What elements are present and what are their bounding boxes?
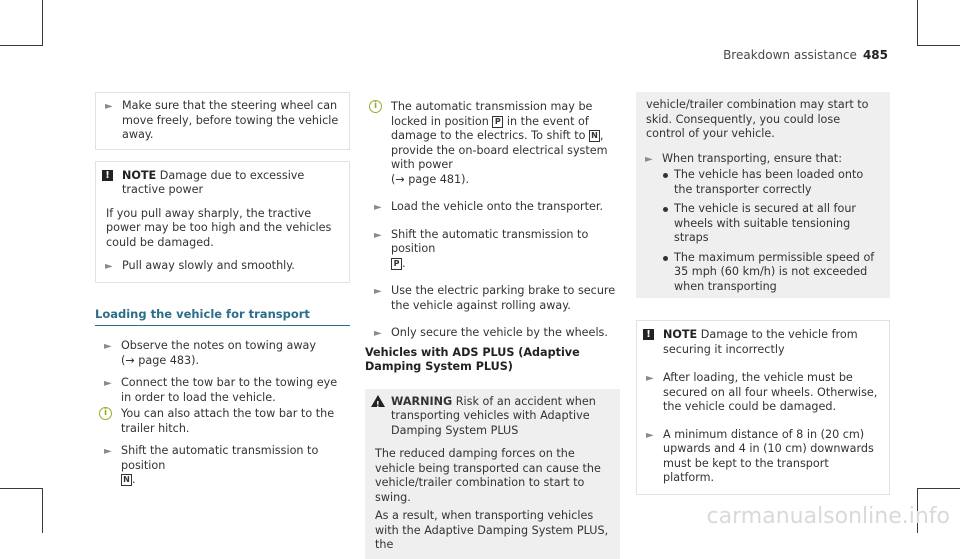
crop-mark [917, 45, 960, 46]
step-when [636, 152, 882, 167]
list-item: The maximum permissible speed of 35 mph (60 km/h) is not exceeded when transporting [674, 251, 882, 295]
crop-mark [917, 0, 918, 45]
info-locked [365, 100, 620, 187]
crop-mark [42, 488, 43, 533]
note-title: NOTE [122, 168, 157, 182]
info-text: in the event of damage to the electrics. To shift to [391, 114, 589, 142]
warning-icon: ! [371, 395, 385, 407]
step-text-end: . [402, 256, 406, 270]
step-text: Load the vehicle onto the transporter. [391, 200, 604, 213]
note-body: If you pull away sharply, the tractive power may be too high and the vehicles could be damaged. [106, 206, 332, 249]
section-title: Loading the vehicle for transport [95, 307, 350, 327]
warning-body-2: As a result, when transporting vehicles with the Adaptive Damping System PLUS, the [375, 509, 609, 551]
info-attach [95, 407, 350, 436]
note-title-text: Damage to the vehicle from securing it incorrectly [663, 328, 858, 356]
step-text: Pull away slowly and smoothly. [122, 259, 295, 272]
step-pull [96, 259, 341, 274]
exclamation-icon: ! [643, 329, 654, 340]
sub-heading: Vehicles with ADS PLUS (Adaptive Damping System PLUS) [365, 345, 580, 373]
warning-box [365, 389, 620, 559]
arrow-icon: ► [645, 153, 653, 165]
note-title: NOTE [663, 328, 698, 341]
note-header [96, 169, 341, 198]
note-box [95, 161, 350, 283]
step-shift-n [95, 444, 350, 488]
make-sure-box [95, 92, 350, 150]
column-2 [365, 100, 620, 559]
arrow-icon: ► [104, 341, 112, 352]
info-text: , provide the on-board electrical system with power [391, 129, 608, 171]
crop-mark [917, 488, 960, 489]
arrow-icon: ► [374, 286, 382, 297]
watermark: carmanualsonline.info [706, 504, 950, 529]
bullet-list [636, 168, 882, 294]
info-text: The automatic transmission may be locked in position [391, 100, 593, 128]
step-text: Shift the automatic transmission to position [121, 444, 319, 472]
step-text: After loading, the vehicle must be secured on all four wheels. Otherwise, the vehicle could be damaged. [663, 371, 878, 413]
step-brake [365, 284, 620, 313]
gear-n-icon: N [121, 474, 132, 486]
step-shift-p [365, 228, 620, 272]
step-make-sure [96, 99, 341, 143]
exclamation-icon: ! [102, 170, 113, 181]
column-3 [636, 92, 890, 495]
warning-header [365, 395, 612, 439]
warning-cont: vehicle/trailer combination may start to skid. Consequently, you could lose control of your vehicle. [646, 98, 869, 140]
step-secure [365, 326, 620, 341]
step-text: Shift the automatic transmission to position [391, 227, 589, 255]
arrow-icon: ► [104, 378, 112, 389]
list-item: The vehicle has been loaded onto the transporter correctly [674, 168, 882, 197]
arrow-icon: ► [374, 229, 382, 241]
step-observe [95, 339, 350, 368]
gear-n-icon: N [589, 130, 600, 142]
warning-title: WARNING [391, 394, 453, 408]
info-icon: i [369, 100, 382, 113]
step-distance [637, 428, 881, 486]
arrow-icon: ► [104, 446, 112, 457]
note-box-2 [636, 320, 890, 495]
arrow-icon: ► [646, 429, 654, 441]
arrow-icon: ► [105, 261, 113, 272]
step-text: Observe the notes on towing away [121, 339, 316, 352]
list-item: The vehicle is secured at all four wheels with suitable tensioning straps [674, 202, 882, 246]
page-link[interactable]: (→ page 481). [391, 172, 470, 186]
warning-title-text: Risk of an accident when transporting vehicles with Adaptive Damping System PLUS [391, 394, 596, 437]
note-title-text: Damage due to excessive tractive power [122, 168, 305, 196]
crop-mark [0, 488, 43, 489]
page-header [723, 48, 888, 62]
step-text: Only secure the vehicle by the wheels. [391, 326, 608, 339]
page-number: 485 [862, 48, 888, 62]
crop-mark [0, 45, 43, 46]
gear-p-icon: P [391, 258, 402, 270]
step-text: When transporting, ensure that: [662, 151, 842, 165]
step-text: Use the electric parking brake to secure the vehicle against rolling away. [391, 284, 616, 312]
page-link[interactable]: (→ page 483). [121, 353, 200, 367]
step-connect [95, 376, 350, 405]
info-text: You can also attach the tow bar to the trailer hitch. [121, 407, 335, 435]
arrow-icon: ► [374, 202, 382, 213]
column-1 [95, 92, 350, 488]
warning-box-cont [636, 92, 890, 298]
header-section: Breakdown assistance [723, 48, 857, 62]
arrow-icon: ► [374, 328, 382, 339]
step-text-end: . [132, 473, 136, 486]
note-header [637, 328, 881, 357]
step-text: Connect the tow bar to the towing eye in order to load the vehicle. [121, 376, 338, 404]
warning-body-1: The reduced damping forces on the vehicle being transported can cause the vehicle/trailer combination to start to swing. [375, 447, 601, 504]
step-load [365, 200, 620, 215]
arrow-icon: ► [646, 373, 654, 384]
gear-p-icon: P [492, 116, 503, 128]
step-after [637, 371, 881, 415]
step-text: Make sure that the steering wheel can move freely, before towing the vehicle away. [122, 99, 339, 141]
crop-mark [42, 0, 43, 45]
step-text: A minimum distance of 8 in (20 cm) upwards and 4 in (10 cm) downwards must be kept to the transport platform. [663, 427, 874, 484]
info-icon: i [99, 407, 112, 420]
arrow-icon: ► [105, 101, 113, 112]
